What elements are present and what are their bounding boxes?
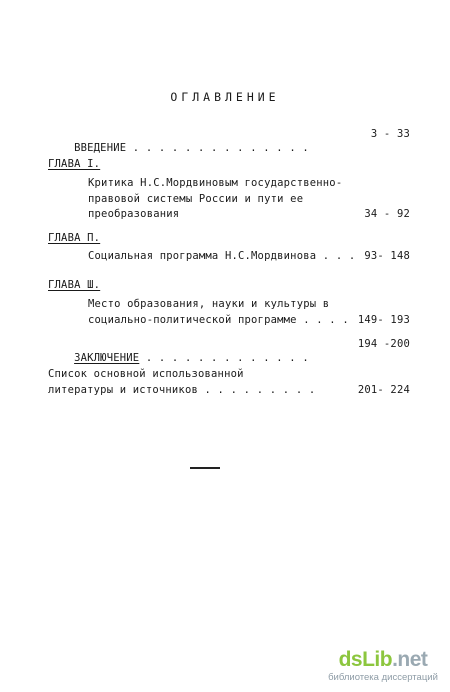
chapter-3-heading: ГЛАВА Ш. [48,279,101,291]
chapter-1-pages: 34 - 92 [364,208,410,220]
chapter-1-line-3: преобразования [88,208,180,220]
chapter-3-line-2: социально-политической программе . . . . [88,314,349,326]
watermark-logo [328,648,438,672]
references-line-1: Список основной использованной [48,368,244,380]
conclusion-dots: . . . . . . . . . . . . . [139,352,309,364]
references-line-2: литературы и источников . . . . . . . . . [48,384,316,396]
chapter-3-pages: 149- 193 [357,314,410,326]
separator-line [190,467,220,469]
conclusion-label: ЗАКЛЮЧЕНИЕ [74,352,140,364]
intro-label: ВВЕДЕНИЕ [74,142,127,154]
watermark-logo-main: dsLib [338,648,393,671]
watermark-logo-tld: .net [392,648,428,671]
chapter-1-line-2: правовой системы России и пути ее [88,193,304,205]
chapter-3-line-1: Место образования, науки и культуры в [88,298,330,310]
intro-dots: . . . . . . . . . . . . . . [126,142,309,154]
conclusion-pages: 194 -200 [357,338,410,350]
chapter-2-heading: ГЛАВА П. [48,232,101,244]
watermark-subtitle: библиотека диссертаций [328,672,438,683]
toc-title: ОГЛАВЛЕНИЕ [170,90,280,104]
chapter-1-line-1: Критика Н.С.Мордвиновым государственно- [88,177,343,189]
chapter-1-heading: ГЛАВА I. [48,158,101,170]
references-pages: 201- 224 [357,384,410,396]
chapter-2-line-1: Социальная программа Н.С.Мордвинова . . . [88,250,356,262]
chapter-2-pages: 93- 148 [364,250,410,262]
watermark [328,648,438,684]
intro-pages: 3 - 33 [370,128,410,140]
